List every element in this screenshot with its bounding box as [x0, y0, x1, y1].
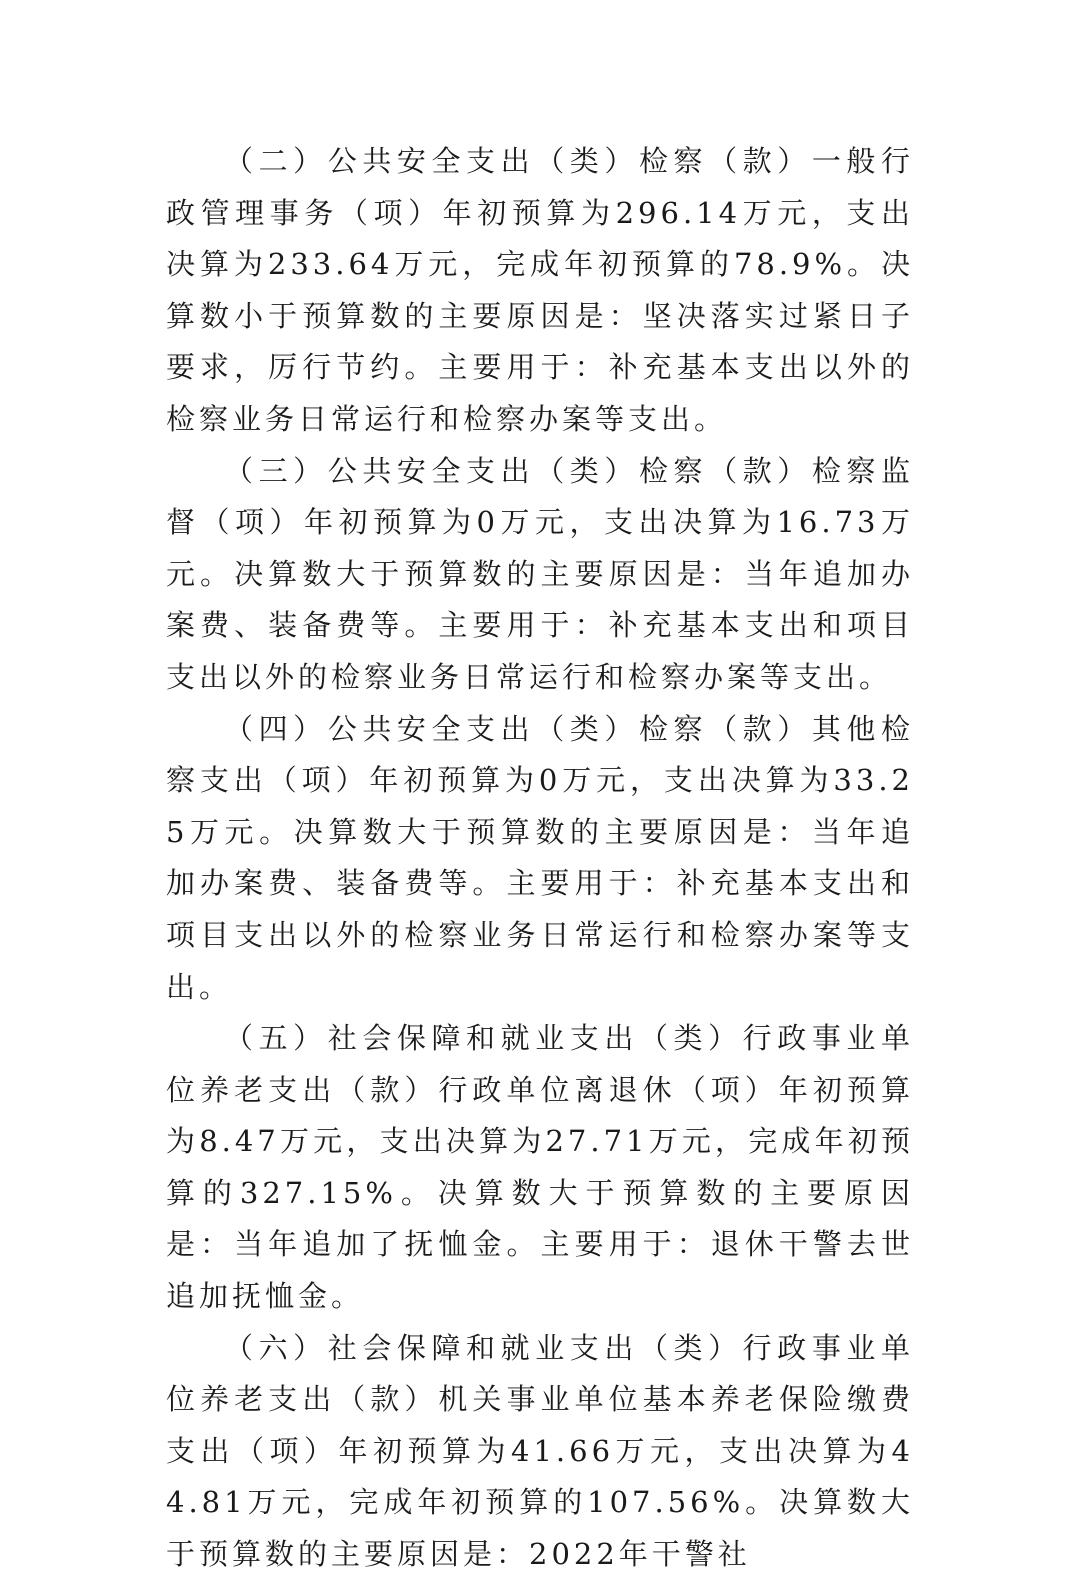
paragraph-item-5: （五）社会保障和就业支出（类）行政事业单位养老支出（款）行政单位离退休（项）年初预算为8.47万元，支出决算为27.71万元，完成年初预算的327.15%。决算数大于预算数的主要原因是：当年追加了抚恤金。主要用于：退休干警去世追加抚恤金。 — [166, 1021, 914, 1314]
document-body — [166, 136, 914, 1581]
paragraph-item-4: （四）公共安全支出（类）检察（款）其他检察支出（项）年初预算为0万元，支出决算为33.25万元。决算数大于预算数的主要原因是：当年追加办案费、装备费等。主要用于：补充基本支出和项目支出以外的检察业务日常运行和检察办案等支出。 — [166, 711, 914, 1004]
paragraph-item-3: （三）公共安全支出（类）检察（款）检察监督（项）年初预算为0万元，支出决算为16.73万元。决算数大于预算数的主要原因是：当年追加办案费、装备费等。主要用于：补充基本支出和项目支出以外的检察业务日常运行和检察办案等支出。 — [166, 453, 914, 694]
paragraph-item-6: （六）社会保障和就业支出（类）行政事业单位养老支出（款）机关事业单位基本养老保险缴费支出（项）年初预算为41.66万元，支出决算为44.81万元，完成年初预算的107.56%。决算数大于预算数的主要原因是：2022年干警社 — [166, 1330, 914, 1572]
paragraph-item-2: （二）公共安全支出（类）检察（款）一般行政管理事务（项）年初预算为296.14万元，支出决算为233.64万元，完成年初预算的78.9%。决算数小于预算数的主要原因是：坚决落实过紧日子要求，厉行节约。主要用于：补充基本支出以外的检察业务日常运行和检察办案等支出。 — [166, 144, 914, 436]
